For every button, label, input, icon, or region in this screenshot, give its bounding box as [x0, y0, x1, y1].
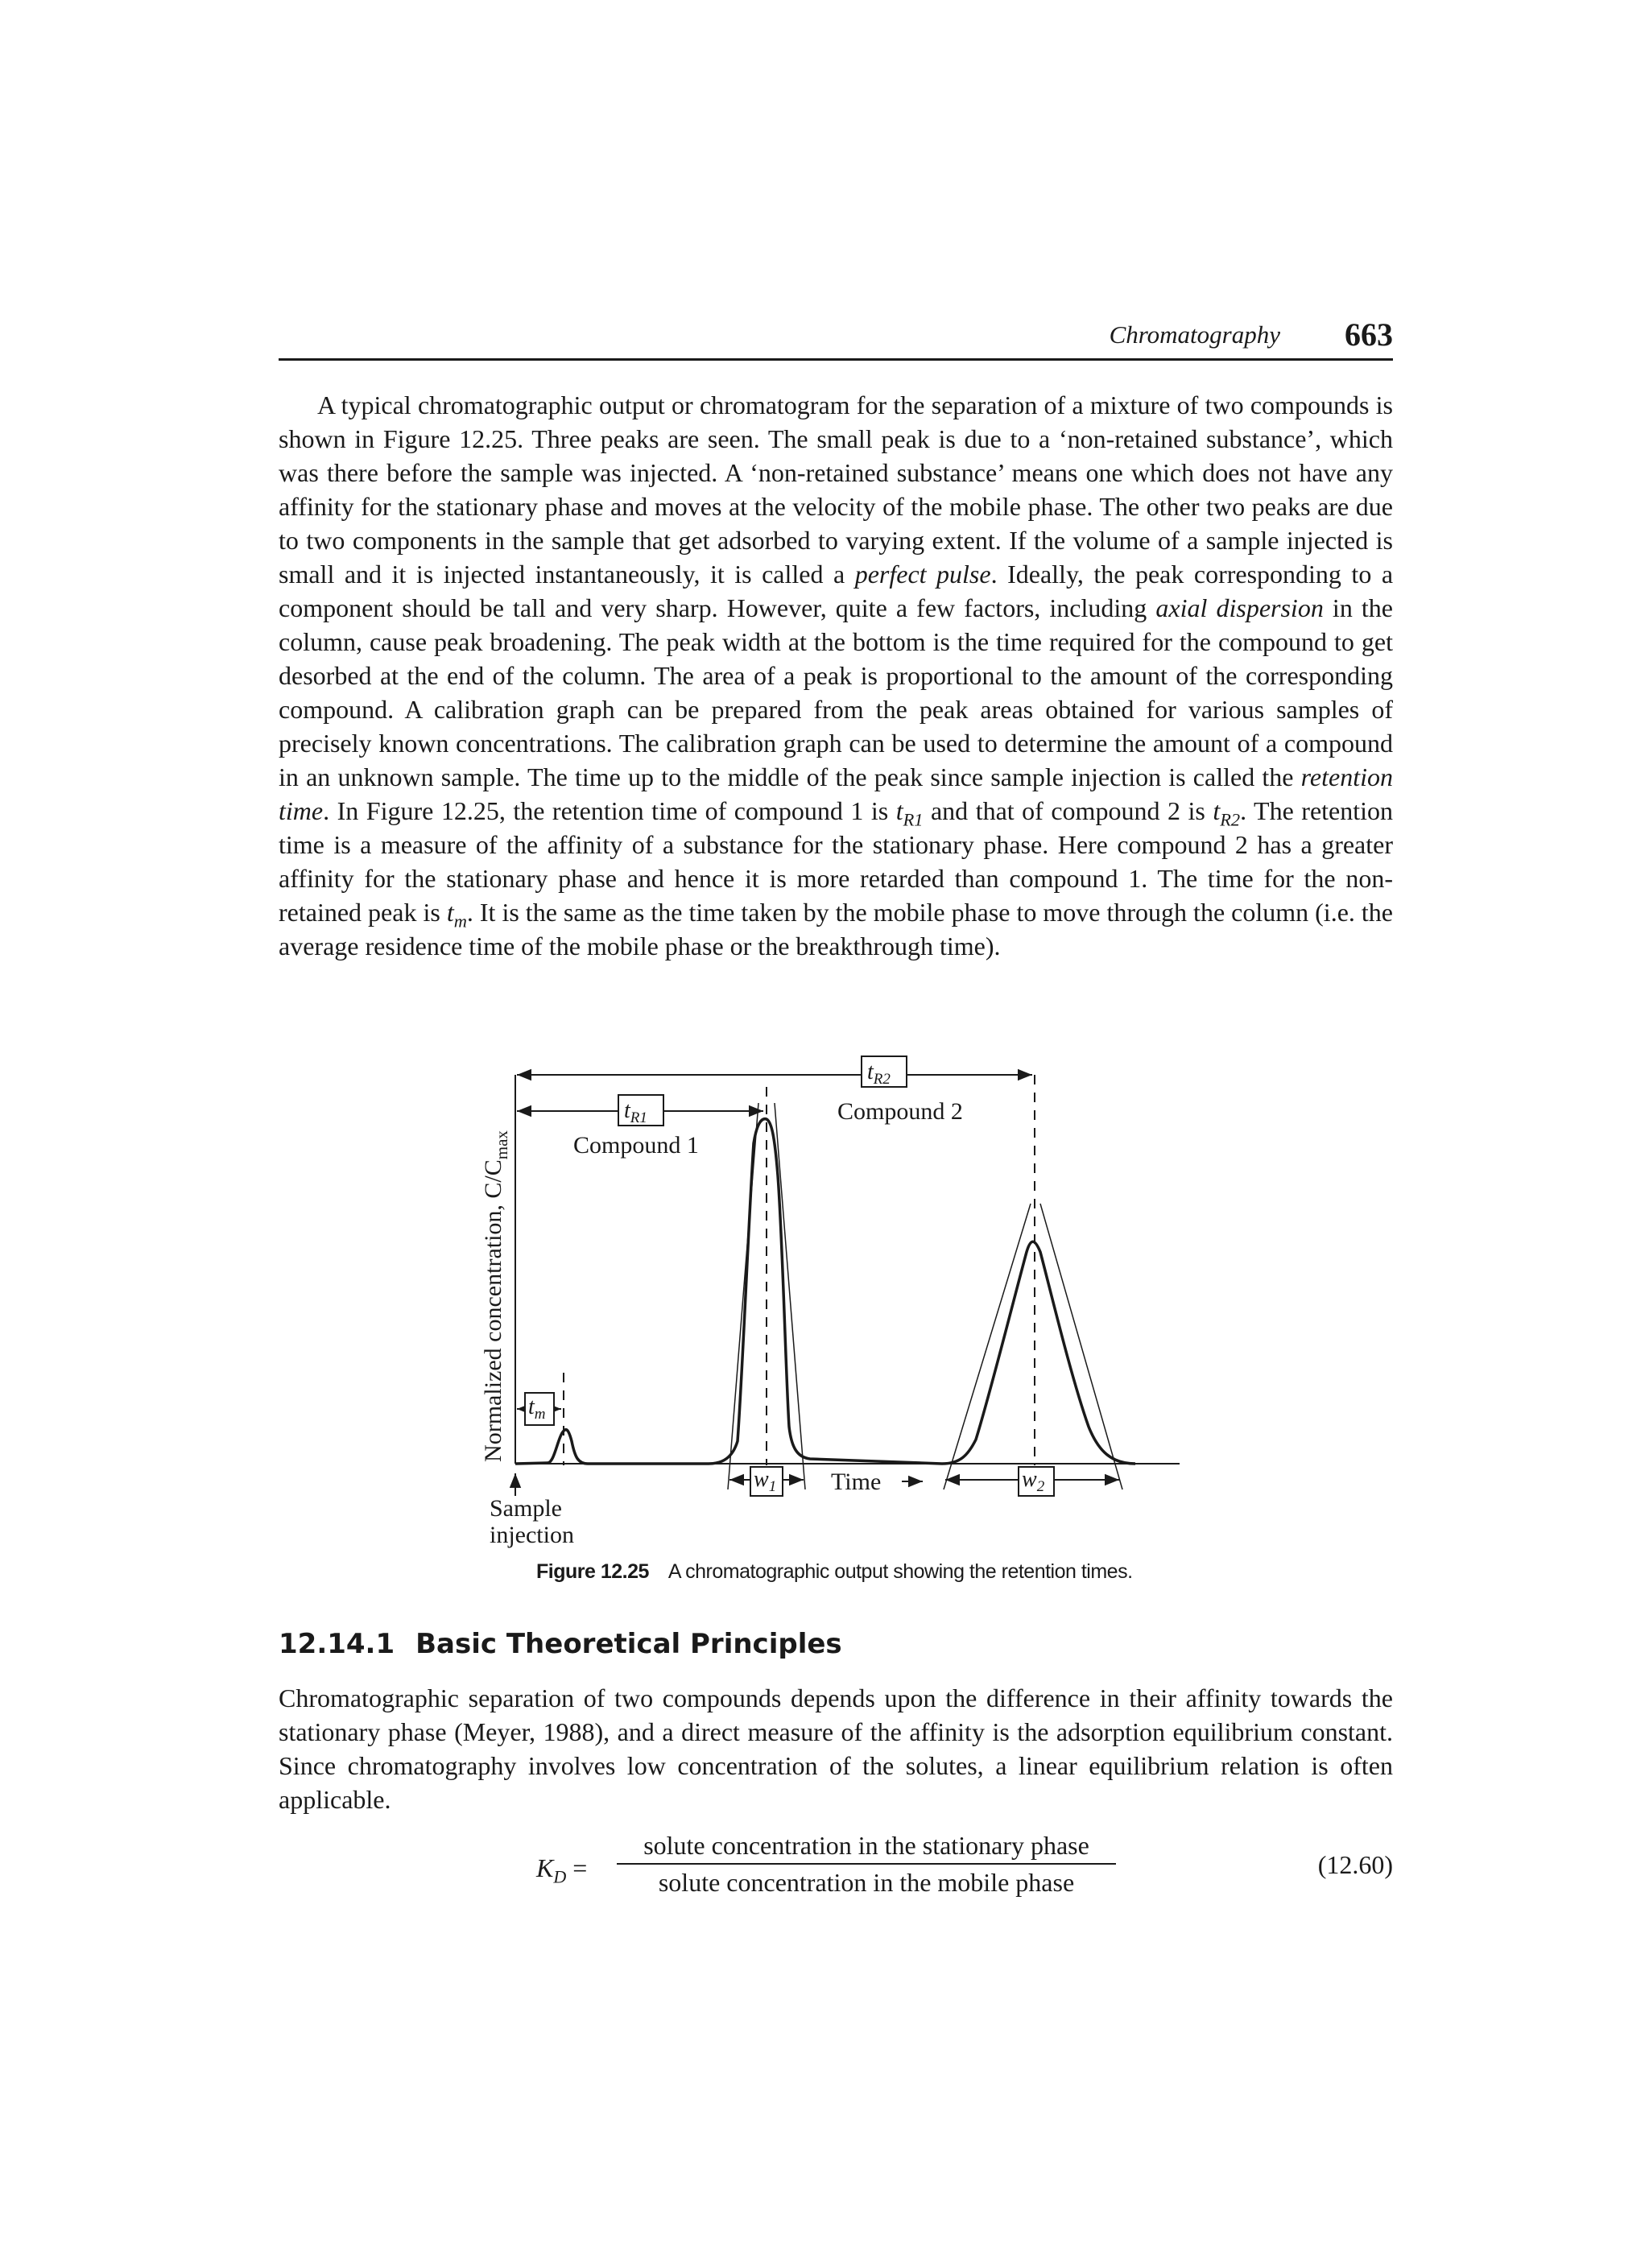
peak2-left-tangent [944, 1204, 1031, 1489]
equation-number: (12.60) [1317, 1850, 1393, 1879]
header-rule [279, 358, 1393, 361]
section-heading [279, 1628, 842, 1660]
chromatogram-figure [467, 1055, 1192, 1554]
p1-text-5: and that of compound 2 is [923, 796, 1213, 825]
w1-label: $w_1$ [754, 1467, 777, 1495]
symbol-tr2-base: t [1213, 796, 1221, 825]
chromatogram-curve [515, 1119, 1135, 1464]
symbol-tr2 [1213, 796, 1241, 830]
figure-number: Figure 12.25 [536, 1560, 649, 1583]
p1-text-4: . In Figure 12.25, the retention time of compound 1 is [323, 796, 896, 825]
equation-12-60 [279, 1829, 1393, 1910]
paragraph-intro [279, 388, 1393, 963]
tr2-label: $t_{R2}$ [867, 1060, 891, 1088]
term-perfect-pulse: perfect pulse [854, 560, 991, 589]
section-title: Basic Theoretical Principles [415, 1628, 842, 1660]
compound2-label: Compound 2 [837, 1098, 963, 1125]
equation-numerator: solute concentration in the stationary phase [643, 1831, 1089, 1860]
w2-label: $w_2$ [1022, 1467, 1045, 1495]
symbol-tm [446, 898, 467, 932]
time-axis-label: Time [831, 1469, 882, 1495]
term-axial-dispersion: axial dispersion [1155, 593, 1324, 622]
symbol-tr2-sub: R2 [1220, 809, 1241, 830]
running-head-chapter: Chromatography [1109, 320, 1280, 349]
caption-text: A chromatographic output showing the retention times. [667, 1560, 1133, 1583]
p1-text-7: . It is the same as the time taken by the mobile phase to move through the column (i.e. the average residence time of the mobile phase or the breakthrough time). [279, 898, 1394, 960]
symbol-tr1 [895, 796, 924, 830]
fraction-bar [617, 1863, 1116, 1865]
peak1-left-tangent [728, 1103, 758, 1489]
y-axis-label: Normalized concentration, $C/C_{max}$ [480, 1130, 511, 1462]
figure-caption [536, 1560, 1133, 1584]
p1-text-2: . Ideally, the peak corresponding to a component should be tall and very sharp. However, quite a few factors, including [279, 560, 1394, 622]
term-retention-time: retention time [279, 762, 1393, 825]
equation-denominator: solute concentration in the mobile phase [658, 1868, 1075, 1897]
chromatogram-svg [467, 1055, 1192, 1554]
symbol-tm-sub: m [453, 911, 467, 932]
symbol-tm-base: t [446, 898, 454, 927]
running-head [279, 316, 1393, 361]
sample-injection-label-1: Sample [490, 1495, 562, 1522]
equation-equals: = [572, 1853, 588, 1882]
section-number: 12.14.1 [279, 1628, 395, 1660]
equation-lhs-base: K [536, 1853, 554, 1882]
paragraph-principles: Chromatographic separation of two compounds depends upon the difference in their affinity towards the stationary phase (Meyer, 1988), and a direct measure of the affinity is the adsorption equilibrium constant. Since chromatography involves low concentration of the solutes, a linear equilibrium relation is often applicable. [279, 1683, 1393, 1814]
equation-lhs [536, 1853, 588, 1887]
tr1-label: $t_{R1}$ [624, 1098, 647, 1126]
equation-fraction [617, 1829, 1116, 1898]
p1-text-6: . The retention time is a measure of the affinity of a substance for the stationary phase. Here compound 2 has a greater affinity for the stationary phase and hence it is more retarded than compound 1. The time for the non-retained peak is [279, 796, 1394, 927]
peak2-right-tangent [1040, 1204, 1122, 1489]
compound1-label: Compound 1 [573, 1132, 699, 1159]
sample-injection-label-2: injection [490, 1522, 574, 1548]
symbol-tr1-base: t [895, 796, 903, 825]
equation-lhs-sub: D [553, 1866, 567, 1887]
tm-label: $t_m$ [528, 1394, 546, 1423]
page-number: 663 [1345, 316, 1393, 353]
p1-text-1: A typical chromatographic output or chromatogram for the separation of a mixture of two compounds is shown in Figure 12.25. Three peaks are seen. The small peak is due to a ‘non-retained substance’, which was there before the sample was injected. A ‘non-retained substance’ means one which does not have any affinity for the stationary phase and moves at the velocity of the mobile phase. The other two peaks are due to two components in the sample that get adsorbed to varying extent. If the volume of a sample injected is small and it is injected instantaneously, it is called a [279, 390, 1393, 589]
symbol-tr1-sub: R1 [903, 809, 924, 830]
p1-text-3: in the column, cause peak broadening. The peak width at the bottom is the time required for the compound to get desorbed at the end of the column. The area of a peak is proportional to the amount of the corresponding compound. A calibration graph can be prepared from the peak areas obtained for various samples of precisely known concentrations. The calibration graph can be used to determine the amount of a compound in an unknown sample. The time up to the middle of the peak since sample injection is called the [279, 593, 1394, 791]
